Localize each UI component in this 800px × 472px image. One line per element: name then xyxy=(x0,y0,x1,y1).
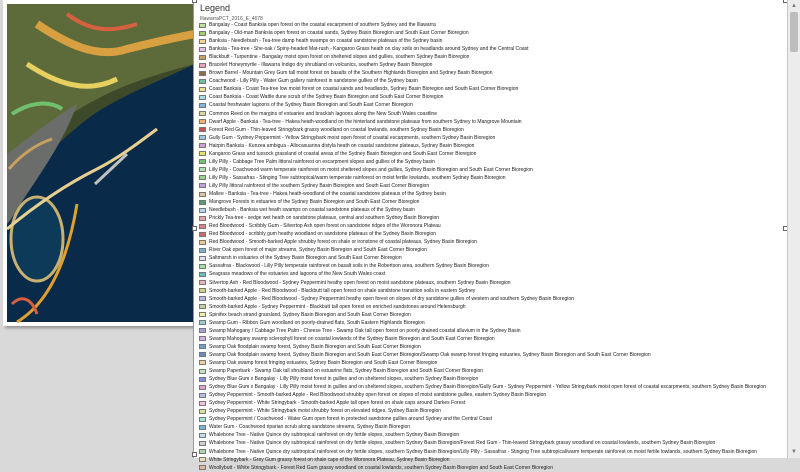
legend-item xyxy=(199,295,784,303)
legend-item xyxy=(199,431,784,439)
legend-swatch xyxy=(199,143,206,148)
legend-swatch xyxy=(199,175,206,180)
legend-item xyxy=(199,214,784,222)
legend-item xyxy=(199,190,784,198)
legend-item-label: Sydney Peppermint / Coachwood - Water Gum open forest in protected sandstone gullies around Sydney and the Central Coast xyxy=(209,416,493,423)
legend-swatch xyxy=(199,224,206,229)
legend-item xyxy=(199,29,784,37)
legend-item-label: Kangaroo Grass and tussock grassland of coastal areas of the Sydney Basin Bioregion and South East Corner Bioregion xyxy=(209,150,477,157)
legend-item xyxy=(199,311,784,319)
vertical-scrollbar[interactable] xyxy=(787,0,800,458)
legend-swatch xyxy=(199,248,206,253)
legend-item-label: Sydney Peppermint - White Stringybark moist shrubby forest on elevated ridges, Sydney Basin Bioregion xyxy=(209,408,442,415)
legend-item-label: Banksia - Needlebush - Tea-tree damp heath swamps on coastal sandstone plateaus of the Sydney basin xyxy=(209,38,443,45)
legend-item xyxy=(199,303,784,311)
legend-item xyxy=(199,327,784,335)
legend-item-label: Swamp Paperbark - Swamp Oak tall shrubland on estuarine flats, Sydney Basin Bioregion and South East Corner Bioregion xyxy=(209,368,484,375)
legend-item xyxy=(199,206,784,214)
legend-item xyxy=(199,415,784,423)
legend-item xyxy=(199,61,784,69)
legend-item xyxy=(199,279,784,287)
legend-item xyxy=(199,21,784,29)
legend-swatch xyxy=(199,95,206,100)
legend-item-label: Saltmarsh in estuaries of the Sydney Basin Bioregion and South East Corner Bioregion xyxy=(209,255,402,262)
legend-item xyxy=(199,335,784,343)
legend-item-label: Sydney Blue Gum x Bangalay - Lilly Pilly moist forest in gullies and on sheltered slopes, southern Sydney Basin Bioregion/Gully Gum - Sydney Peppermint - Yellow Stringybark moist open forest of coastal escarpments, southern Sydney Basin Bioregion xyxy=(209,384,766,391)
legend-item-label: Gully Gum - Sydney Peppermint - Yellow Stringybark moist open forest of coastal escarpments, southern Sydney Basin Bioregion xyxy=(209,134,496,141)
legend-item xyxy=(199,174,784,182)
legend-swatch xyxy=(199,328,206,333)
legend-item-label: Bracelet Honeymyrtle - Illawarra Indigo dry shrubland on volcanics, southern Sydney Basin Bioregion xyxy=(209,62,433,69)
legend-item-label: Mallee - Banksia - Tea-tree - Hakea heath-woodland of the coastal sandstone plateaus of the Sydney basin xyxy=(209,191,446,197)
resize-handle[interactable] xyxy=(192,226,197,231)
legend-item-label: Smooth-barked Apple - Red Bloodwood - Blackbutt tall open forest on shale sandstone transition soils in eastern Sydney xyxy=(209,287,476,294)
legend-item-label: Swamp Oak swamp forest fringing estuaries, Sydney Basin Bioregion and South East Corner Bioregion xyxy=(209,359,438,366)
scroll-down-icon[interactable]: ▼ xyxy=(791,449,797,455)
legend-item-label: Lilly Pilly - Coachwood warm temperate rainforest on moist sheltered slopes and gullies, Sydney Basin Bioregion and South East Corner Bioregion xyxy=(209,166,533,173)
legend-item-label: Whalebone Tree - Native Quince dry subtropical rainforest on dry fertile slopes, southern Sydney Basin Bioregion xyxy=(209,432,460,439)
legend-swatch xyxy=(199,39,206,44)
legend-swatch xyxy=(199,119,206,124)
legend-swatch xyxy=(199,401,206,406)
legend-item-label: Smooth-barked Apple - Sydney Peppermint - Blackbutt tall open forest on enriched sandstones around Helensburgh xyxy=(209,303,466,310)
legend-swatch xyxy=(199,167,206,172)
legend-item xyxy=(199,69,784,77)
legend-swatch xyxy=(199,465,206,470)
legend-item-label: Lilly Pilly - Sassafras - Stinging Tree subtropical/warm temperate rainforest on moist fertile lowlands, southern Sydney Basin Bioregion xyxy=(209,174,506,181)
legend-swatch xyxy=(199,352,206,357)
legend-swatch xyxy=(199,127,206,132)
legend-item-label: Swamp Oak floodplain swamp forest, Sydney Basin Bioregion and South East Corner Bioregion/Swamp Oak swamp forest fringing estuaries, Sydney Basin Bioregion and South East Corner Bioregion xyxy=(209,351,651,358)
legend-swatch xyxy=(199,280,206,285)
legend-item-label: Prickly Tea-tree - sedge wet heath on sandstone plateaux, central and southern Sydney Basin Bioregion xyxy=(209,215,440,222)
legend-item xyxy=(199,447,784,455)
legend-item xyxy=(199,134,784,142)
legend-item xyxy=(199,367,784,375)
resize-handle[interactable] xyxy=(192,452,197,457)
legend-item-label: Woollybutt - White Stringybark - Forest Red Gum grassy woodland on coastal lowlands, southern Sydney Basin Bioregion and South East Corner Bioregion xyxy=(209,464,553,471)
legend-item xyxy=(199,270,784,278)
legend-swatch xyxy=(199,232,206,237)
legend-item-label: Mangrove Forests in estuaries of the Sydney Basin Bioregion and South East Corner Bioregion xyxy=(209,199,420,206)
legend-item-label: Coast Banksia - Coast Wattle dune scrub of the Sydney Basin Bioregion and South East Corner Bioregion xyxy=(209,94,444,101)
legend-item-label: Swamp Mahogany swamp sclerophyll forest on coastal lowlands of the Sydney Basin Bioregion and South East Corner Bioregion xyxy=(209,335,495,342)
legend-item-label: Silvertop Ash - Red Bloodwood - Sydney Peppermint heathy open forest on moist sandstone plateaux, southern Sydney Basin Bioregion xyxy=(209,279,511,286)
legend-item-label: Water Gum - Coachwood riparian scrub along sandstone streams, Sydney Basin Bioregion xyxy=(209,424,411,431)
legend-item-label: White Stringybark - Grey Gum grassy forest on shale caps of the Woronora Plateau, Sydney Basin Bioregion xyxy=(209,456,450,463)
legend-item xyxy=(199,359,784,367)
legend-swatch xyxy=(199,159,206,164)
legend-item xyxy=(199,150,784,158)
legend-swatch xyxy=(199,336,206,341)
legend-swatch xyxy=(199,23,206,28)
legend-swatch xyxy=(199,393,206,398)
legend-item xyxy=(199,85,784,93)
legend-item-label: Blackbutt - Turpentine - Bangalay moist open forest on sheltered slopes and gullies, southern Sydney Basin Bioregion xyxy=(209,54,470,61)
legend-item-label: Lilly Pilly littoral rainforest of the southern Sydney Basin Bioregion and South East Corner Bioregion xyxy=(209,182,430,189)
legend-item-label: Swamp Mahogany / Cabbage Tree Palm - Cheese Tree - Swamp Oak tall open forest on poorly drained coastal alluvium in the Sydney Basin xyxy=(209,327,521,334)
legend-item-label: Red Bloodwood - Smooth-barked Apple shrubby forest on shale or ironstone of coastal plateaus, Sydney Basin Bioregion xyxy=(209,239,477,246)
legend-swatch xyxy=(199,441,206,446)
legend-item xyxy=(199,287,784,295)
legend-item-label: Sydney Peppermint - Smooth-barked Apple - Red Bloodwood shrubby open forest on slopes of moist sandstone gullies, eastern Sydney Basin Bioregion xyxy=(209,392,547,399)
legend-swatch xyxy=(199,449,206,454)
legend-swatch xyxy=(199,344,206,349)
legend-swatch xyxy=(199,369,206,374)
legend-swatch xyxy=(199,312,206,317)
legend-swatch xyxy=(199,47,206,52)
legend-swatch xyxy=(199,55,206,60)
legend-item xyxy=(199,423,784,431)
legend-swatch xyxy=(199,433,206,438)
legend-item xyxy=(199,142,784,150)
legend-swatch xyxy=(199,87,206,92)
legend-swatch xyxy=(199,31,206,36)
scroll-up-icon[interactable]: ▲ xyxy=(791,3,797,9)
legend-swatch xyxy=(199,296,206,301)
legend-item-label: Brown Barrel - Mountain Grey Gum tall moist forest on basalts of the Southern Highlands Bioregion and Sydney Basin Bioregion xyxy=(209,70,493,77)
legend-item xyxy=(199,230,784,238)
legend-item-label: Forest Red Gum - Thin-leaved Stringybark grassy woodland on coastal lowlands, southern Sydney Basin Bioregion xyxy=(209,126,464,133)
legend-item-label: Bangalay - Old-man Banksia open forest on coastal sands, Sydney Basin Bioregion and South East Corner Bioregion xyxy=(209,30,469,37)
legend-item xyxy=(199,351,784,359)
legend-item xyxy=(199,262,784,270)
legend-item-label: Red Bloodwood - Scribbly Gum - Silvertop Ash open forest on sandstone ridges of the Woronora Plateau xyxy=(209,223,441,230)
legend-title: Legend xyxy=(200,3,231,13)
legend-swatch xyxy=(199,208,206,213)
legend-swatch xyxy=(199,240,206,245)
legend-swatch xyxy=(199,417,206,422)
legend-item-label: Needlebush - Banksia wet heath swamps on coastal sandstone plateaus of the Sydney basin xyxy=(209,207,415,214)
legend-swatch xyxy=(199,200,206,205)
legend-item xyxy=(199,464,784,472)
legend-item-label: Common Reed on the margins of estuaries and brackish lagoons along the New South Wales coastline xyxy=(209,110,437,117)
legend-item-label: Sydney Blue Gum x Bangalay - Lilly Pilly moist forest in gullies and on sheltered slopes, southern Sydney Basin Bioregion xyxy=(209,376,479,383)
legend-item xyxy=(199,391,784,399)
legend-item xyxy=(199,110,784,118)
legend-swatch xyxy=(199,216,206,221)
legend-item xyxy=(199,53,784,61)
legend-item-label: Spinifex beach strand grassland, Sydney Basin Bioregion and South East Corner Bioregion xyxy=(209,311,411,318)
legend-swatch xyxy=(199,288,206,293)
legend-item xyxy=(199,439,784,447)
legend-item xyxy=(199,198,784,206)
layer-name: IllawarraPCT_2016_E_4678 xyxy=(200,16,263,22)
legend-swatch xyxy=(199,264,206,269)
legend-swatch xyxy=(199,360,206,365)
legend-item-label: Hairpin Banksia - Kunzea ambigua - Allocasuarina distyla heath on coastal sandstone plateaus, Sydney Basin Bioregion xyxy=(209,142,475,149)
legend-swatch xyxy=(199,79,206,84)
legend-item-label: Dwarf Apple - Banksia - Tea-tree - Hakea heath-woodland on the hinterland sandstone plateaus from southern Sydney to Mangrove Mountain xyxy=(209,118,522,125)
scroll-thumb[interactable] xyxy=(790,12,798,52)
legend-swatch xyxy=(199,151,206,156)
legend-swatch xyxy=(199,425,206,430)
legend-item xyxy=(199,101,784,109)
legend-item xyxy=(199,37,784,45)
legend-swatch xyxy=(199,304,206,309)
legend-item-label: Banksia - Tea-tree - She-oak / Spiny-headed Mat-rush - Kangaroo Grass heath on clay soils on headlands around Sydney and the Central Coast xyxy=(209,46,529,53)
legend-item xyxy=(199,222,784,230)
legend-swatch xyxy=(199,409,206,414)
legend-item-label: Whalebone Tree - Native Quince dry subtropical rainforest on dry fertile slopes, southern Sydney Basin Bioregion/Lilly Pilly - Sassafras - Stinging Tree subtropical/warm temperate rainforest on moist fertile lowlands, southern Sydney Basin Bioregion xyxy=(209,448,758,455)
legend-panel xyxy=(193,0,787,471)
legend-item-label: Lilly Pilly - Cabbage Tree Palm littoral rainforest on escarpment slopes and gullies of the Sydney basin xyxy=(209,158,435,165)
legend-swatch xyxy=(199,103,206,108)
legend-swatch xyxy=(199,63,206,68)
legend-item-label: Seagrass meadows of the estuaries and lagoons of the New South Wales coast xyxy=(209,271,386,278)
legend-item xyxy=(199,45,784,53)
legend-item-label: Sassafras - Blackwood - Lilly Pilly temperate rainforest on basalt soils in the Robertson area, southern Sydney Basin Bioregion xyxy=(209,263,489,270)
resize-handle[interactable] xyxy=(192,0,197,3)
legend-item xyxy=(199,319,784,327)
legend-item xyxy=(199,166,784,174)
legend-swatch xyxy=(199,192,206,197)
legend-swatch xyxy=(199,272,206,277)
legend-item-label: Sydney Peppermint - White Stringybark - Smooth-barked Apple tall open forest on shale caps around Darkes Forest xyxy=(209,400,466,407)
legend-swatch xyxy=(199,111,206,116)
legend-item xyxy=(199,456,784,464)
legend-item xyxy=(199,254,784,262)
legend-item xyxy=(199,158,784,166)
legend-item xyxy=(199,399,784,407)
legend-item xyxy=(199,93,784,101)
legend-swatch xyxy=(199,256,206,261)
legend-item-label: Red Bloodwood - scribbly gum heathy woodland on sandstone plateaus of the Sydney Basin Bioregion xyxy=(209,231,437,238)
legend-item-label: Coastal freshwater lagoons of the Sydney Basin Bioregion and South East Corner Bioregion xyxy=(209,102,413,109)
legend-item xyxy=(199,375,784,383)
legend-item-label: River Oak open forest of major streams, Sydney Basin Bioregion and South East Corner Bioregion xyxy=(209,247,427,254)
legend-swatch xyxy=(199,377,206,382)
map-preview xyxy=(3,0,199,326)
legend-swatch xyxy=(199,183,206,188)
legend-swatch xyxy=(199,457,206,462)
legend-item-label: Coachwood - Lilly Pilly - Water Gum gallery rainforest in sandstone gullies of the Sydney basin xyxy=(209,78,418,85)
legend-item xyxy=(199,118,784,126)
legend-item xyxy=(199,238,784,246)
legend-item-label: Smooth-barked Apple - Red Bloodwood - Sydney Peppermint heathy open forest on slopes of dry sandstone gullies of western and southern Sydney Basin Bioregion xyxy=(209,295,574,302)
legend-item xyxy=(199,383,784,391)
legend-swatch xyxy=(199,71,206,76)
legend-item-label: Swamp Gum - Ribbon Gum woodland on poorly-drained flats, South Eastern Highlands Bioregion xyxy=(209,319,425,326)
legend-item xyxy=(199,343,784,351)
legend-item-label: Coast Banksia - Coast Tea-tree low moist forest on coastal sands and headlands, Sydney Basin Bioregion and South East Corner Bioregion xyxy=(209,86,519,93)
legend-swatch xyxy=(199,385,206,390)
legend-item xyxy=(199,126,784,134)
legend-swatch xyxy=(199,320,206,325)
legend-item xyxy=(199,407,784,415)
legend-list xyxy=(199,21,784,472)
legend-item xyxy=(199,246,784,254)
legend-swatch xyxy=(199,135,206,140)
legend-item-label: Whalebone Tree - Native Quince dry subtropical rainforest on dry fertile slopes, southern Sydney Basin Bioregion/Forest Red Gum - Thin-leaved Stringybark grassy woodland on coastal lowlands, southern Sydney Basin Bioregion xyxy=(209,440,716,447)
legend-item-label: Bangalay - Coast Banksia open forest on the coastal escarpment of southern Sydney and the Illawarra xyxy=(209,22,436,29)
legend-item xyxy=(199,182,784,190)
map-image xyxy=(7,4,195,322)
legend-item-label: Swamp Oak floodplain swamp forest, Sydney Basin Bioregion and South East Corner Bioregion xyxy=(209,343,421,350)
legend-item xyxy=(199,77,784,85)
